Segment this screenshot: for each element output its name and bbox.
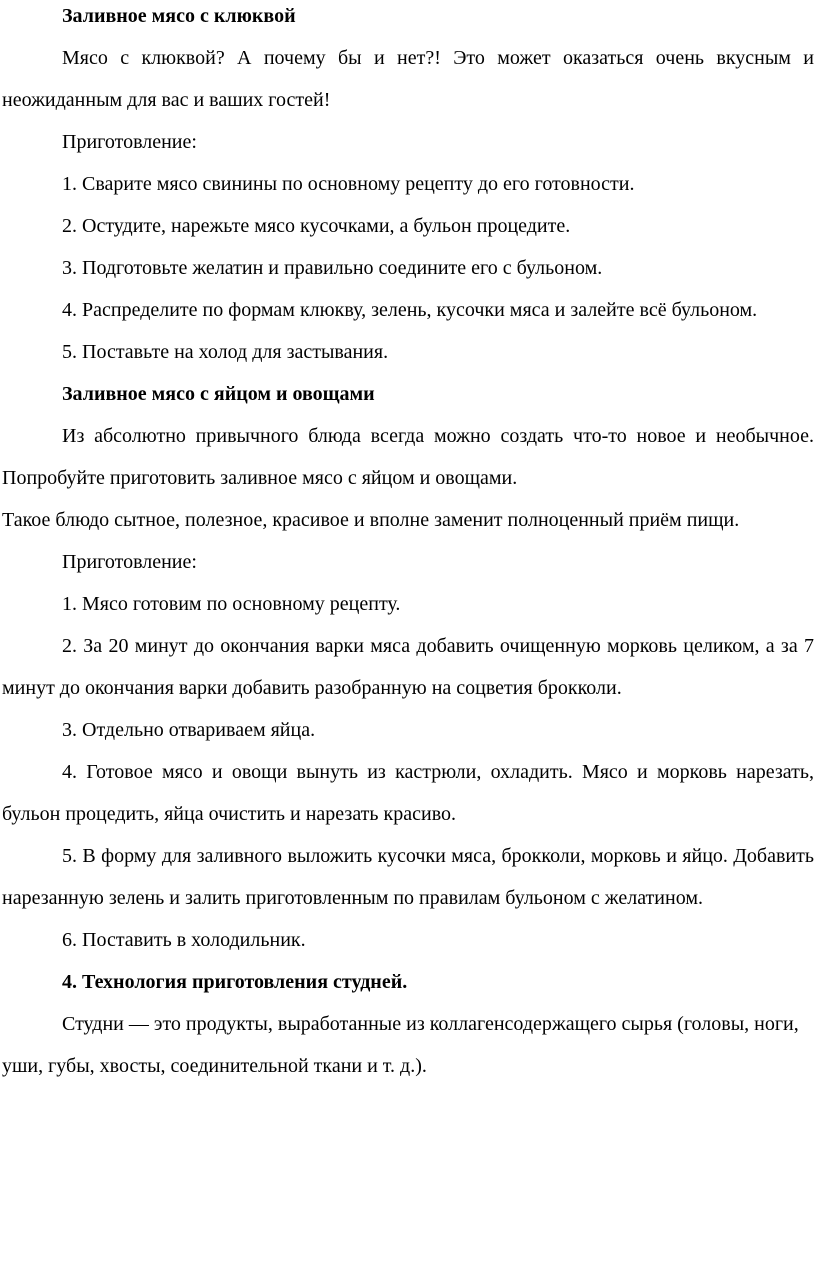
heading-egg-vegetables: Заливное мясо с яйцом и овощами	[62, 383, 375, 405]
cranberry-step-2: 2. Остудите, нарежьте мясо кусочками, а бульон процедите.	[62, 215, 571, 237]
section-text-jelly: Студни — это продукты, выработанные из коллагенсодержащего сырья (головы, ноги, уши, губы, хвосты, соединительной ткани и т. д.).	[2, 1013, 799, 1077]
preparation-label-1: Приготовление:	[62, 131, 197, 153]
egg-step-1: 1. Мясо готовим по основному рецепту.	[62, 593, 401, 615]
intro-egg-vegetables: Из абсолютно привычного блюда всегда можно создать что-то новое и необычное. Попробуйте приготовить заливное мясо с яйцом и овощами.	[2, 425, 814, 489]
egg-step-2: 2. За 20 минут до окончания варки мяса добавить очищенную морковь целиком, а за 7 минут до окончания варки добавить разобранную на соцветия брокколи.	[2, 635, 814, 699]
cranberry-step-1: 1. Сварите мясо свинины по основному рецепту до его готовности.	[62, 173, 635, 195]
egg-step-6: 6. Поставить в холодильник.	[62, 929, 306, 951]
egg-step-4: 4. Готовое мясо и овощи вынуть из кастрюли, охладить. Мясо и морковь нарезать, бульон процедить, яйца очистить и нарезать красиво.	[2, 761, 814, 825]
cranberry-step-4: 4. Распределите по формам клюкву, зелень, кусочки мяса и залейте всё бульоном.	[62, 299, 758, 321]
preparation-label-2: Приготовление:	[62, 551, 197, 573]
cranberry-step-5: 5. Поставьте на холод для застывания.	[62, 341, 389, 363]
cranberry-step-3: 3. Подготовьте желатин и правильно соедините его с бульоном.	[62, 257, 603, 279]
heading-cranberry-meat: Заливное мясо с клюквой	[62, 5, 296, 27]
intro-egg-vegetables-2: Такое блюдо сытное, полезное, красивое и вполне заменит полноценный приём пищи.	[2, 509, 740, 531]
egg-step-5: 5. В форму для заливного выложить кусочки мяса, брокколи, морковь и яйцо. Добавить нарезанную зелень и залить приготовленным по правилам бульоном с желатином.	[2, 845, 814, 909]
egg-step-3: 3. Отдельно отвариваем яйца.	[62, 719, 316, 741]
intro-cranberry-meat: Мясо с клюквой? А почему бы и нет?! Это может оказаться очень вкусным и неожиданным для вас и ваших гостей!	[2, 47, 814, 111]
section-heading-jelly-technology: 4. Технология приготовления студней.	[62, 971, 408, 993]
